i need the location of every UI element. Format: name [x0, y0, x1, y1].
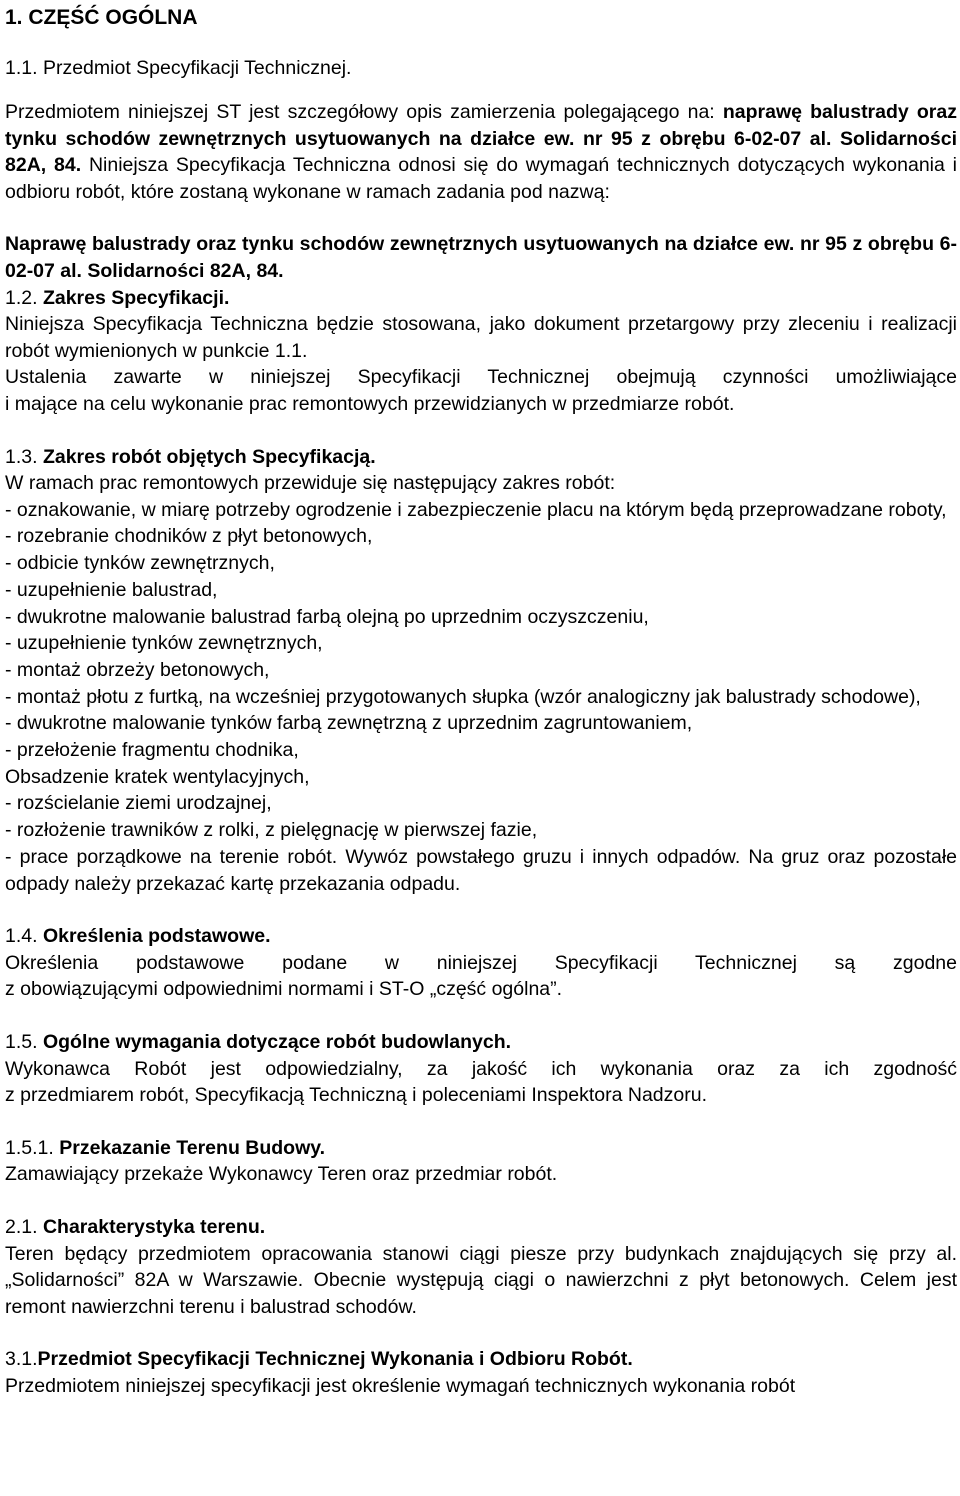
section-title: Przedmiot Specyfikacji Technicznej Wykonania i Odbioru Robót. — [37, 1348, 633, 1371]
section-3-1-heading — [5, 1346, 957, 1373]
list-item: - dwukrotne malowanie balustrad farbą olejną po uprzednim oczyszczeniu, — [5, 605, 649, 628]
list-item: - prace porządkowe na terenie robót. Wywóz powstałego gruzu i innych odpadów. Na gruz oraz pozostałe odpady należy przekazać kartę przekazania odpadu. — [5, 845, 957, 895]
section-title: Określenia podstawowe. — [42, 925, 271, 948]
document-title: 1. CZĘŚĆ OGÓLNA — [5, 6, 198, 29]
section-1-2-p2b: i mające na celu wykonanie prac remontowych przewidzianych w przedmiarze robót. — [5, 392, 735, 415]
section-title: Charakterystyka terenu. — [42, 1216, 266, 1239]
section-1-5-heading — [5, 1029, 957, 1056]
document-page — [5, 3, 957, 1400]
section-1-3-intro: W ramach prac remontowych przewiduje się następujący zakres robót: — [5, 472, 616, 495]
section-1-3-heading — [5, 444, 957, 471]
list-item: Obsadzenie kratek wentylacyjnych, — [5, 765, 310, 788]
section-1-1-intro: Przedmiotem niniejszej ST jest szczegółowy opis zamierzenia polegającego na: naprawę balustrady oraz tynku schodów zewnętrznych usytuowanych na działce ew. nr 95 z obrębu 6-02-07 al. Solidarności 82A, 84. Niniejsza Specyfikacja Techniczna odnosi się do wymagań technicznych dotyczących wykonania i odbioru robót, które zostaną wykonane w ramach zadania pod nazwą: — [5, 101, 957, 203]
section-number: 1.3. — [5, 445, 38, 468]
section-1-2-p1: Niniejsza Specyfikacja Techniczna będzie stosowana, jako dokument przetargowy przy zleceniu i realizacji robót wymienionych w punkcie 1.1. — [5, 313, 957, 362]
list-item: - uzupełnienie balustrad, — [5, 578, 218, 601]
list-item: - dwukrotne malowanie tynków farbą zewnętrzną z uprzednim zagruntowaniem, — [5, 712, 693, 735]
section-1-2-p2a: Ustalenia zawarte w niniejszej Specyfikacji Technicznej obejmują czynności umożliwiające — [5, 366, 957, 389]
section-title: Zakres robót objętych Specyfikacją. — [42, 445, 376, 468]
list-item: - oznakowanie, w miarę potrzeby ogrodzenie i zabezpieczenie placu na którym będą przeprowadzane roboty, — [5, 498, 947, 521]
section-1-5-1-p1: Zamawiający przekaże Wykonawcy Teren oraz przedmiar robót. — [5, 1163, 558, 1186]
section-1-4-heading — [5, 923, 957, 950]
list-item: - uzupełnienie tynków zewnętrznych, — [5, 632, 323, 655]
list-item: - montaż obrzeży betonowych, — [5, 658, 270, 681]
section-1-5-p1b: z przedmiarem robót, Specyfikacją Techniczną i poleceniami Inspektora Nadzoru. — [5, 1084, 707, 1107]
section-3-1-p1: Przedmiotem niniejszej specyfikacji jest określenie wymagań technicznych wykonania robót — [5, 1374, 796, 1397]
list-item: - rozścielanie ziemi urodzajnej, — [5, 792, 272, 815]
section-1-4-p1a: Określenia podstawowe podane w niniejszej Specyfikacji Technicznej są zgodne — [5, 951, 957, 974]
section-number: 3.1. — [5, 1348, 38, 1371]
works-list — [5, 497, 957, 898]
section-number: 1.2. — [5, 286, 38, 309]
subject-bold: naprawę balustrady oraz tynku schodów zewnętrznych usytuowanych na działce ew. nr 95 z obrębu 6-02-07 al. Solidarności 82A, 84. — [5, 101, 957, 177]
section-title: Zakres Specyfikacji. — [42, 286, 230, 309]
section-number: 1.4. — [5, 925, 38, 948]
section-1-1-heading — [5, 55, 957, 82]
section-2-1-p1: Teren będący przedmiotem opracowania stanowi ciągi piesze przy budynkach znajdujących się przy al. „Solidarności” 82A w Warszawie. Obecnie występują ciągi o nawierzchni z płyt betonowych. Celem jest remont nawierzchni terenu i balustrad schodów. — [5, 1242, 957, 1318]
section-number: 1.5.1. — [5, 1136, 54, 1159]
task-name: Naprawę balustrady oraz tynku schodów zewnętrznych usytuowanych na działce ew. nr 95 z obrębu 6-02-07 al. Solidarności 82A, 84. — [5, 233, 957, 282]
list-item: - przełożenie fragmentu chodnika, — [5, 739, 299, 762]
section-title: Przekazanie Terenu Budowy. — [59, 1136, 326, 1159]
section-number: 1.5. — [5, 1031, 38, 1054]
list-item: - odbicie tynków zewnętrznych, — [5, 552, 275, 575]
section-number: 1.1. — [5, 57, 38, 79]
section-title: Ogólne wymagania dotyczące robót budowlanych. — [42, 1031, 512, 1054]
section-number: 2.1. — [5, 1216, 38, 1239]
section-title: Przedmiot Specyfikacji Technicznej. — [42, 57, 352, 79]
list-item: - rozłożenie trawników z rolki, z pielęgnację w pierwszej fazie, — [5, 819, 538, 842]
section-1-2-heading — [5, 285, 957, 312]
list-item: - rozebranie chodników z płyt betonowych, — [5, 525, 373, 548]
section-1-5-p1a: Wykonawca Robót jest odpowiedzialny, za jakość ich wykonania oraz za ich zgodność — [5, 1057, 957, 1080]
section-2-1-heading — [5, 1214, 957, 1241]
section-1-5-1-heading — [5, 1135, 957, 1162]
section-1-4-p1b: z obowiązującymi odpowiednimi normami i ST-O „część ogólna”. — [5, 978, 563, 1001]
list-item: - montaż płotu z furtką, na wcześniej przygotowanych słupka (wzór analogiczny jak balustrady schodowe), — [5, 685, 921, 708]
